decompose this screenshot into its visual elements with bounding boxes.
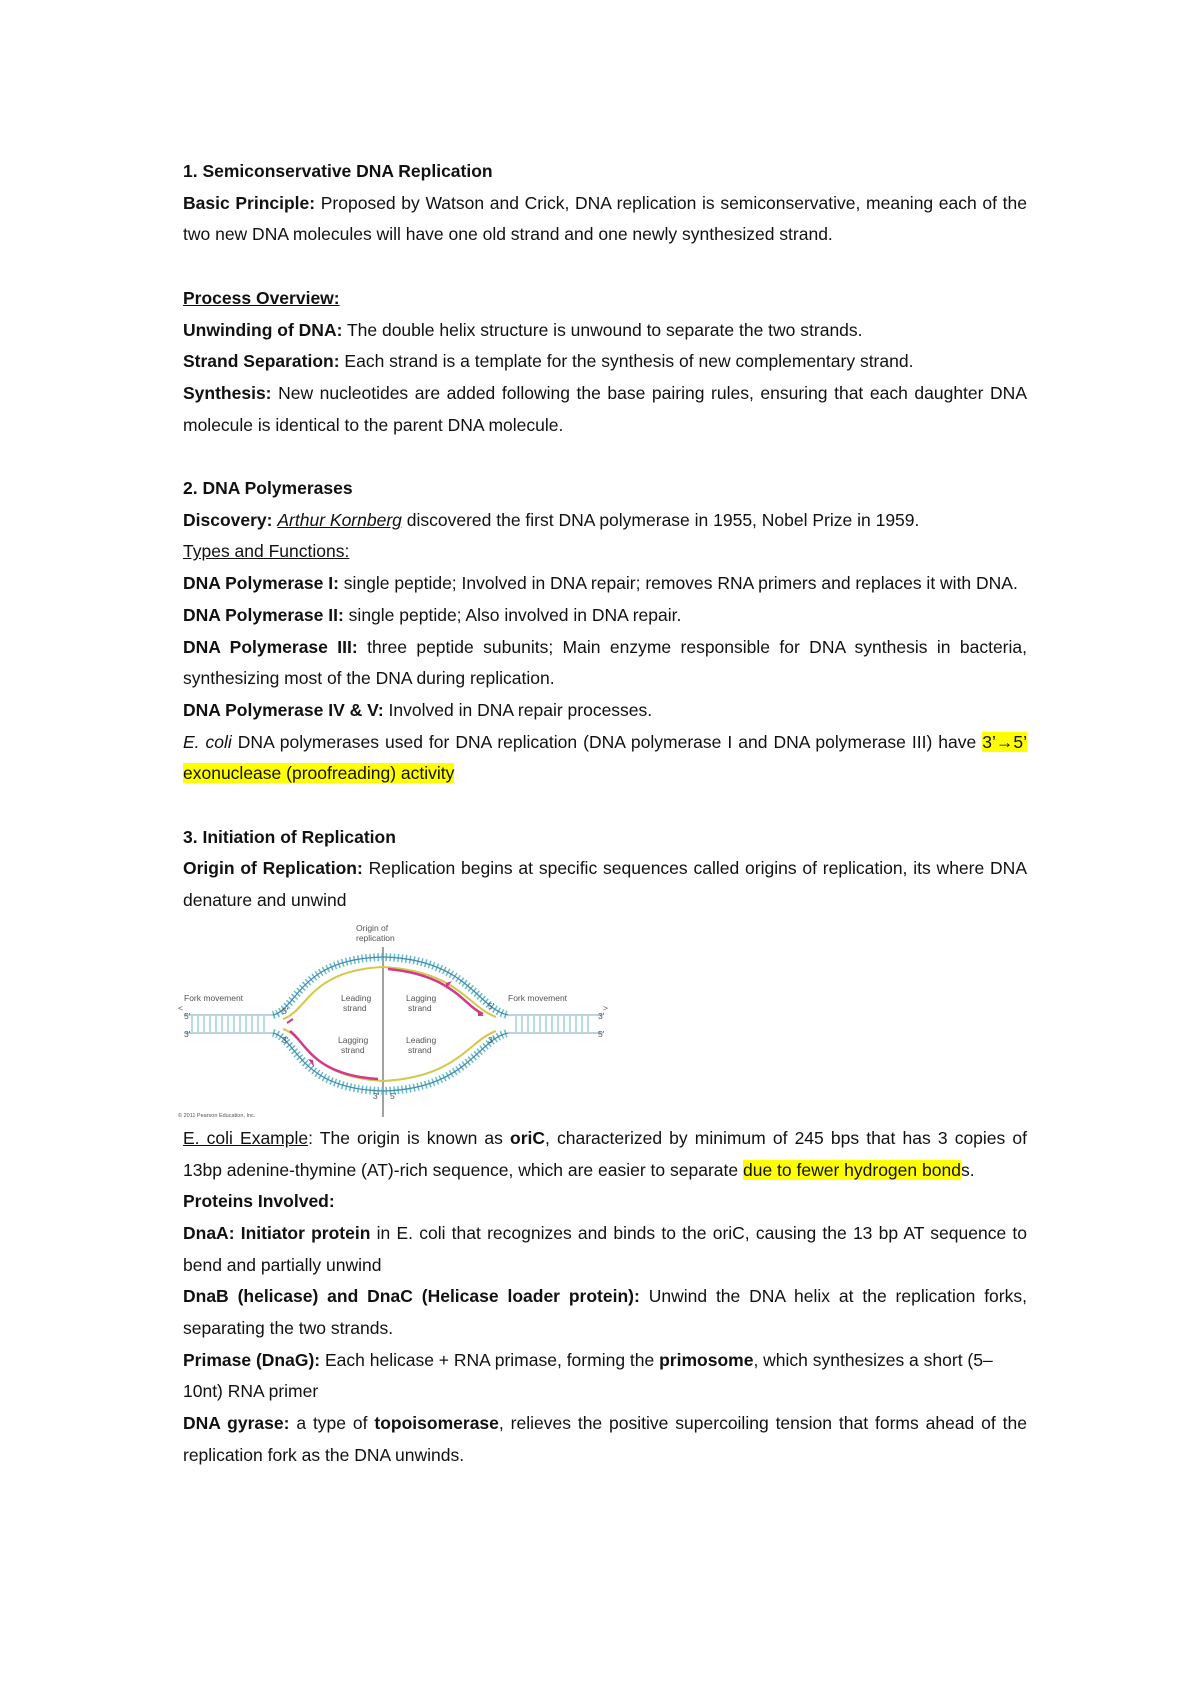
section-2-heading: 2. DNA Polymerases bbox=[183, 478, 353, 498]
proteins-involved-heading: Proteins Involved: bbox=[183, 1191, 335, 1212]
pol2-label: DNA Polymerase II: bbox=[183, 604, 344, 625]
pol45-text: Involved in DNA repair processes. bbox=[383, 699, 653, 720]
pol2-text: single peptide; Also involved in DNA repair. bbox=[343, 604, 682, 625]
basic-principle-paragraph bbox=[183, 188, 1027, 251]
discovery-name: Arthur Kornberg bbox=[277, 509, 402, 530]
pol45-label: DNA Polymerase IV & V: bbox=[183, 699, 384, 720]
pol1-label: DNA Polymerase I: bbox=[183, 573, 339, 594]
unwinding-label: Unwinding of DNA: bbox=[183, 319, 343, 340]
section-3-heading: 3. Initiation of Replication bbox=[183, 826, 396, 847]
process-overview-heading: Process Overview: bbox=[183, 287, 340, 308]
fork-right-arrow-icon: > bbox=[603, 1002, 608, 1013]
discovery-paragraph bbox=[183, 505, 1027, 537]
lagging-strand-top-line2: strand bbox=[408, 1002, 432, 1013]
leading-strand-bottom-line2: strand bbox=[408, 1044, 432, 1055]
pol1-paragraph bbox=[183, 568, 1027, 600]
lagging-strand-bottom-line2: strand bbox=[341, 1044, 365, 1055]
lagging-strand-bottom-line1: Lagging bbox=[338, 1034, 369, 1045]
primase-paragraph bbox=[183, 1345, 1027, 1408]
separation-text: Each strand is a template for the synthesis of new complementary strand. bbox=[339, 351, 914, 372]
replication-bubble-figure bbox=[178, 919, 613, 1119]
fork-left-arrow-icon: < bbox=[178, 1002, 183, 1013]
three-prime-center: 3' bbox=[373, 1090, 380, 1101]
fork-movement-right: Fork movement bbox=[508, 992, 568, 1003]
dnaa-paragraph bbox=[183, 1218, 1027, 1281]
pol1-text: single peptide; Involved in DNA repair; removes RNA primers and replaces it with DNA. bbox=[338, 573, 1018, 594]
origin-text: Replication begins at specific sequences called origins of replication, its where DNA denature and unwind bbox=[183, 858, 1027, 911]
origin-paragraph bbox=[183, 853, 1027, 916]
dnaa-label: DnaA: Initiator protein bbox=[183, 1222, 371, 1243]
lagging-strand-top-line1: Lagging bbox=[406, 992, 437, 1003]
pol45-paragraph bbox=[183, 695, 1027, 727]
ecoli-italic: E. coli bbox=[183, 731, 232, 752]
gyrase-text1: a type of bbox=[289, 1413, 375, 1434]
ecoli-text: DNA polymerases used for DNA replication (DNA polymerase I and DNA polymerase III) have bbox=[231, 731, 983, 752]
three-prime-left: 3' bbox=[184, 1028, 191, 1039]
leading-strand-bottom-line1: Leading bbox=[406, 1034, 437, 1045]
separation-label: Strand Separation: bbox=[183, 351, 340, 372]
basic-principle-text: Proposed by Watson and Crick, DNA replication is semiconservative, meaning each of the two new DNA molecules will have one old strand and one newly synthesized strand. bbox=[183, 192, 1027, 245]
origin-label-line2: replication bbox=[356, 932, 395, 943]
ecoli-example-text2: , characterized by minimum of 245 bps that has 3 copies of 13bp adenine-thymine (AT)-rich sequence, which are easier to separate bbox=[183, 1127, 1027, 1180]
ecoli-example-paragraph bbox=[183, 1123, 1027, 1186]
discovery-text: discovered the first DNA polymerase in 1955, Nobel Prize in 1959. bbox=[401, 509, 920, 530]
unwinding-text: The double helix structure is unwound to separate the two strands. bbox=[342, 319, 863, 340]
leading-strand-top-line1: Leading bbox=[341, 992, 372, 1003]
exonuclease-highlight: 3’→5’ exonuclease (proofreading) activity bbox=[183, 731, 1027, 784]
pol3-text: three peptide subunits; Main enzyme responsible for DNA synthesis in bacteria, synthesizing most of the DNA during replication. bbox=[183, 636, 1027, 689]
oric-term: oriC bbox=[510, 1127, 546, 1148]
five-prime-right: 5' bbox=[598, 1028, 605, 1039]
five-prime-left: 5' bbox=[184, 1010, 191, 1021]
three-prime-fork-right: 3' bbox=[488, 1034, 495, 1045]
five-prime-fork-right: 5' bbox=[488, 1000, 495, 1011]
ecoli-polymerase-paragraph bbox=[183, 727, 1027, 790]
dnab-paragraph bbox=[183, 1281, 1027, 1344]
primase-label: Primase (DnaG): bbox=[183, 1349, 321, 1370]
gyrase-paragraph bbox=[183, 1408, 1027, 1471]
replication-bubble-diagram bbox=[178, 919, 618, 1119]
document-page bbox=[178, 156, 1028, 1472]
separation-paragraph bbox=[183, 346, 1027, 378]
three-prime-right: 3' bbox=[598, 1010, 605, 1021]
primase-text1: Each helicase + RNA primase, forming the bbox=[320, 1349, 660, 1370]
origin-label: Origin of Replication: bbox=[183, 858, 363, 879]
types-functions-heading: Types and Functions: bbox=[183, 541, 350, 562]
primosome-term: primosome bbox=[659, 1349, 754, 1370]
ecoli-example-label: E. coli Example bbox=[183, 1127, 309, 1148]
dnaa-text: in E. coli that recognizes and binds to the oriC, causing the 13 bp AT sequence to bend and partially unwind bbox=[183, 1222, 1028, 1275]
section-1-heading: 1. Semiconservative DNA Replication bbox=[183, 161, 493, 181]
pol2-paragraph bbox=[183, 600, 1027, 632]
pol3-paragraph bbox=[183, 632, 1027, 695]
five-prime-center: 5' bbox=[390, 1090, 397, 1101]
ecoli-example-text3: s. bbox=[960, 1159, 975, 1180]
figure-copyright: © 2011 Pearson Education, Inc. bbox=[178, 1112, 256, 1119]
basic-principle-label: Basic Principle: bbox=[183, 192, 316, 213]
fork-movement-left: Fork movement bbox=[184, 992, 244, 1003]
origin-label-line1: Origin of bbox=[356, 922, 389, 933]
ecoli-example-text1: : The origin is known as bbox=[308, 1127, 511, 1148]
leading-strand-top-line2: strand bbox=[343, 1002, 367, 1013]
synthesis-label: Synthesis: bbox=[183, 382, 272, 403]
five-prime-fork-left: 5' bbox=[282, 1005, 289, 1016]
pol3-label: DNA Polymerase III: bbox=[183, 636, 358, 657]
gyrase-label: DNA gyrase: bbox=[183, 1413, 290, 1434]
topoisomerase-term: topoisomerase bbox=[374, 1413, 499, 1434]
dnab-text: Unwind the DNA helix at the replication forks, separating the two strands. bbox=[183, 1286, 1027, 1339]
dnab-label: DnaB (helicase) and DnaC (Helicase loader protein): bbox=[183, 1286, 640, 1307]
gyrase-text2: , relieves the positive supercoiling tension that forms ahead of the replication fork as the DNA unwinds. bbox=[183, 1413, 1027, 1465]
synthesis-paragraph bbox=[183, 378, 1027, 441]
three-prime-fork-left: 3' bbox=[282, 1034, 289, 1045]
synthesis-text: New nucleotides are added following the base pairing rules, ensuring that each daughter DNA molecule is identical to the parent DNA molecule. bbox=[183, 382, 1027, 435]
discovery-label: Discovery: bbox=[183, 509, 273, 530]
primase-text2: , which synthesizes a short (5–10nt) RNA primer bbox=[183, 1349, 993, 1402]
unwinding-paragraph bbox=[183, 315, 1027, 347]
hydrogen-bonds-highlight: due to fewer hydrogen bond bbox=[742, 1159, 961, 1180]
